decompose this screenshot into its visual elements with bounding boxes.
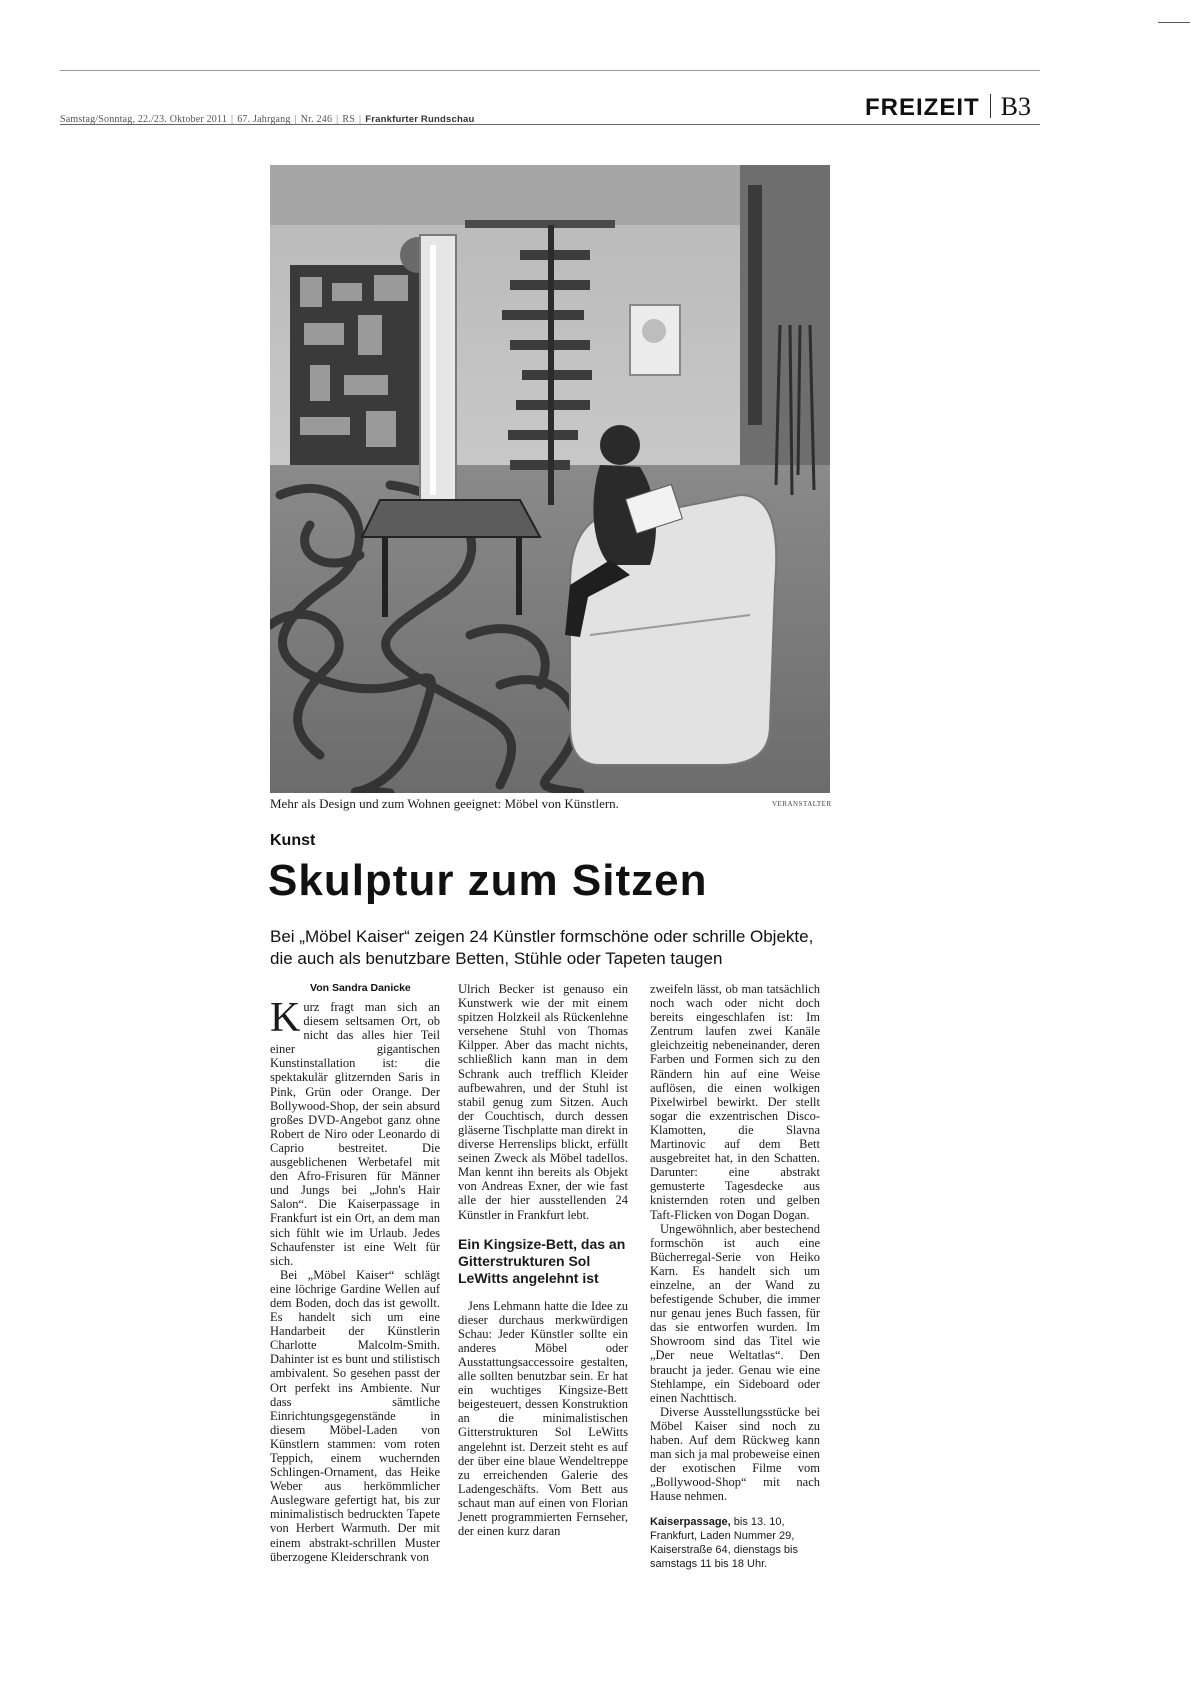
paragraph-text: urz fragt man sich an diesem seltsamen Ort, ob nicht das alles hier Teil einer gigantischen Kunstinstallation ist: die spektakulär glitzernden Saris in Pink, Grün oder Orange. Der Bollywood-Shop, der sein absurd großes DVD-Angebot ganz ohne Robert de Niro oder Leonardo di Caprio bestreitet. Die ausgeblichenen Werbetafel mit den Afro-Frisuren für Männer und Jungs bei „John's Hair Salon“. Die Kaiserpassage in Frankfurt ist ein Ort, an dem man sich fühlt wie im Urlaub. Jedes Schaufenster ist eine Welt für sich.	[270, 1000, 440, 1268]
section-header	[865, 92, 1031, 122]
edition: RS	[342, 114, 356, 125]
paragraph	[270, 995, 440, 1268]
info-box	[650, 1515, 820, 1571]
article-kicker: Kunst	[270, 832, 316, 849]
header-rule	[60, 124, 1040, 125]
article-headline: Skulptur zum Sitzen	[268, 856, 708, 905]
photo-caption: Mehr als Design und zum Wohnen geeignet: Möbel von Künstlern.	[270, 796, 619, 811]
byline: Von Sandra Danicke	[310, 982, 411, 994]
drop-cap: K	[270, 995, 301, 1041]
article-dek	[270, 926, 830, 970]
paragraph: zweifeln lässt, ob man tatsächlich noch wach oder nicht doch bereits eingeschlafen ist: Im Zentrum laufen zwei Kanäle gleichzeitig nebeneinander, deren Farben und Formen sich zu den Rändern hin auf eine Weise auflösen, die einen wolkigen Pixelwirbel bewirkt. Der stellt sogar die exzentrischen Disco-Klamotten, die Slavna Martinovic auf dem Bett ausgebreitet hat, in den Schatten. Darunter: eine abstrakt gemusterte Tagesdecke aus knisternden roten und gelben Taft-Flicken von Dogan Dogan.	[650, 982, 820, 1222]
publication-name: Frankfurter Rundschau	[365, 114, 475, 125]
showroom-photo-illustration	[270, 165, 830, 793]
photo-credit: VERANSTALTER	[772, 800, 832, 808]
masthead-meta: Samstag/Sonntag, 22./23. Oktober 2011 | 67. Jahrgang | Nr. 246 | RS | Frankfurter Rundschau	[60, 114, 475, 125]
dek-line-2: die auch als benutzbare Betten, Stühle oder Tapeten taugen	[270, 949, 723, 968]
page-number: B3	[1000, 92, 1032, 121]
volume: 67. Jahrgang	[237, 114, 291, 125]
section-name: FREIZEIT	[865, 94, 980, 121]
article-photo	[270, 165, 830, 793]
dek-line-1: Bei „Möbel Kaiser“ zeigen 24 Künstler formschöne oder schrille Objekte,	[270, 927, 814, 946]
paragraph: Ungewöhnlich, aber bestechend formschön ist auch eine Bücherregal-Serie von Heiko Karn. Es handelt sich um einzelne, an der Wand zu befestigende Schuber, die immer nur genau jenes Buch fassen, für das sie entworfen wurden. Im Showroom sind das Titel wie „Der neue Weltatlas“. Den braucht ja jeder. Genau wie eine Stehlampe, ein Sideboard oder einen Nachttisch.	[650, 1221, 821, 1405]
corner-crop-mark	[1158, 22, 1190, 23]
top-rule	[60, 70, 1040, 71]
paragraph: Ulrich Becker ist genauso ein Kunstwerk wie der mit einem spitzen Holzkeil als Rückenlehne versehene Stuhl von Thomas Kilpper. Aber das macht nichts, schließlich kann man in dem Schrank auch trefflich Kleider aufbewahren, und der Stuhl ist stabil genug zum Sitzen. Auch der Couchtisch, durch dessen gläserne Tischplatte man direkt in diverse Herrenslips blickt, erfüllt seinen Zweck als Möbel tadellos. Man kennt ihn bereits als Objekt von Andreas Exner, der wie fast alle der hier ausstellenden 24 Künstler in Frankfurt lebt.	[458, 982, 628, 1222]
paragraph: Jens Lehmann hatte die Idee zu dieser durchaus merkwürdigen Schau: Jeder Künstler sollte ein anderes Möbel oder Ausstattungsaccessoire gestalten, alle sollten benutzbar sein. Er hat ein wuchtiges Kingsize-Bett beigesteuert, dessen Konstruktion an die minimalistischen Gitterstrukturen Sol LeWitts angelehnt ist. Derzeit steht es auf der über eine blaue Wendeltreppe zu erreichenden Galerie des Ladengeschäfts. Vom Bett aus schaut man auf einen von Florian Jenett programmierten Fernseher, der einen kurz daran	[458, 1298, 628, 1539]
issue-date: Samstag/Sonntag, 22./23. Oktober 2011	[60, 114, 228, 125]
article-column-3	[650, 982, 820, 1571]
article-subhead: Ein Kingsize-Bett, das an Gitterstrukturen Sol LeWitts angelehnt ist	[458, 1235, 626, 1286]
paragraph: Bei „Möbel Kaiser“ schlägt eine löchrige Gardine Wellen auf dem Boden, doch das ist gewollt. Es handelt sich um eine Handarbeit der Künstlerin Charlotte Malcolm-Smith. Dahinter ist es bunt und stilistisch ambivalent. So gesehen passt der Ort perfekt ins Ambiente. Nur dass sämtliche Einrichtungsgegenstände in diesem Möbel-Laden von Künstlern stammen: vom roten Teppich, einem wuchernden Schlingen-Ornament, das Heike Weber aus herkömmlicher Auslegware gefertigt hat, bis zur minimalistisch bedruckten Tapete von Herbert Warmuth. Der mit einem abstrakt-schrillen Muster überzogene Kleiderschrank von	[270, 1267, 440, 1564]
info-label: Kaiserpassage,	[650, 1516, 731, 1529]
issue-number: Nr. 246	[300, 114, 333, 125]
article-column-2	[458, 982, 628, 1538]
paragraph: Diverse Ausstellungsstücke bei Möbel Kaiser sind noch zu haben. Auf dem Rückweg kann man sich ja mal probeweise einen der exotischen Filme vom „Bollywood-Shop“ mit nach Hause nehmen.	[650, 1404, 820, 1504]
info-text: bis 13. 10, Frankfurt, Laden Nummer 29, Kaiserstraße 64, dienstags bis samstags 11 bis 18 Uhr.	[650, 1516, 798, 1571]
section-divider	[990, 94, 991, 118]
article-column-1	[270, 995, 440, 1564]
